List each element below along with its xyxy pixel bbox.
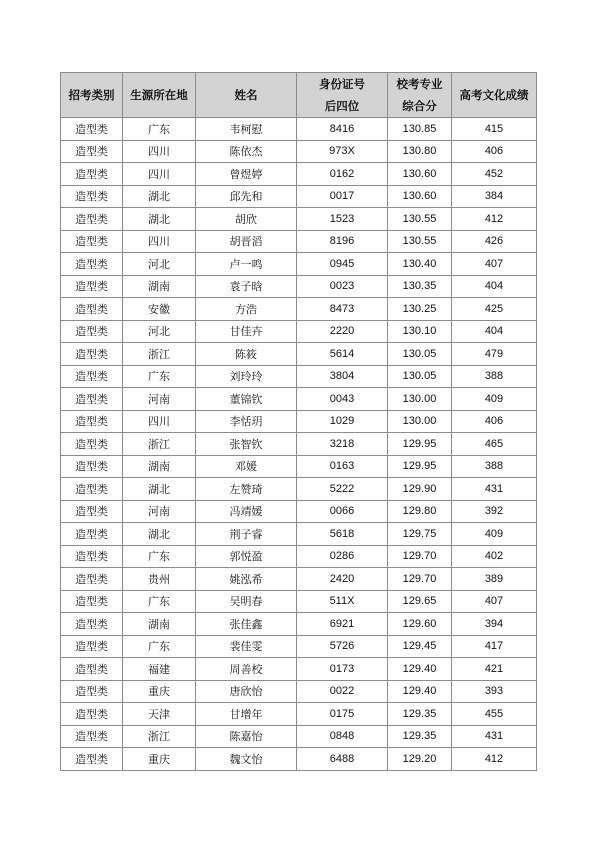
cell-gaokao: 393	[452, 680, 537, 703]
table-row	[61, 298, 537, 321]
table-row	[61, 725, 537, 748]
table-row	[61, 230, 537, 253]
cell-origin: 天津	[123, 703, 196, 726]
cell-major-score: 130.10	[388, 320, 452, 343]
cell-name: 邱先和	[196, 185, 297, 208]
cell-id-last4: 0173	[297, 658, 388, 681]
cell-id-last4: 0163	[297, 455, 388, 478]
table-row	[61, 275, 537, 298]
table-row	[61, 568, 537, 591]
cell-category: 造型类	[61, 298, 123, 321]
cell-origin: 河北	[123, 253, 196, 276]
cell-category: 造型类	[61, 500, 123, 523]
cell-origin: 重庆	[123, 680, 196, 703]
cell-major-score: 129.70	[388, 545, 452, 568]
table-row	[61, 658, 537, 681]
cell-major-score: 129.35	[388, 703, 452, 726]
cell-category: 造型类	[61, 590, 123, 613]
cell-origin: 重庆	[123, 748, 196, 771]
cell-category: 造型类	[61, 478, 123, 501]
cell-gaokao: 409	[452, 523, 537, 546]
cell-id-last4: 0286	[297, 545, 388, 568]
cell-name: 袁子晗	[196, 275, 297, 298]
cell-id-last4: 8416	[297, 118, 388, 141]
header-gaokao: 高考文化成绩	[452, 73, 537, 118]
table-row	[61, 118, 537, 141]
cell-name: 吴明春	[196, 590, 297, 613]
table-row	[61, 365, 537, 388]
cell-major-score: 129.70	[388, 568, 452, 591]
cell-category: 造型类	[61, 365, 123, 388]
header-row	[61, 73, 537, 118]
cell-gaokao: 465	[452, 433, 537, 456]
cell-category: 造型类	[61, 253, 123, 276]
cell-major-score: 130.25	[388, 298, 452, 321]
header-name: 姓名	[196, 73, 297, 118]
cell-name: 左赞琦	[196, 478, 297, 501]
cell-origin: 浙江	[123, 343, 196, 366]
cell-major-score: 129.95	[388, 433, 452, 456]
cell-major-score: 130.05	[388, 343, 452, 366]
cell-name: 陈筱	[196, 343, 297, 366]
table-row	[61, 343, 537, 366]
cell-name: 裴佳雯	[196, 635, 297, 658]
cell-origin: 河南	[123, 388, 196, 411]
cell-origin: 湖南	[123, 275, 196, 298]
admission-score-table	[60, 72, 537, 771]
cell-name: 荆子睿	[196, 523, 297, 546]
header-major-score-line2: 综合分	[402, 99, 437, 113]
cell-category: 造型类	[61, 410, 123, 433]
cell-gaokao: 455	[452, 703, 537, 726]
cell-category: 造型类	[61, 433, 123, 456]
cell-gaokao: 402	[452, 545, 537, 568]
cell-origin: 四川	[123, 230, 196, 253]
header-major-score	[388, 73, 452, 118]
cell-major-score: 130.80	[388, 140, 452, 163]
cell-id-last4: 8473	[297, 298, 388, 321]
cell-name: 甘增年	[196, 703, 297, 726]
cell-gaokao: 394	[452, 613, 537, 636]
cell-id-last4: 2220	[297, 320, 388, 343]
cell-origin: 湖北	[123, 523, 196, 546]
cell-gaokao: 388	[452, 455, 537, 478]
table-row	[61, 523, 537, 546]
table-row	[61, 545, 537, 568]
header-category: 招考类别	[61, 73, 123, 118]
cell-name: 郭悦盈	[196, 545, 297, 568]
cell-origin: 四川	[123, 140, 196, 163]
cell-gaokao: 406	[452, 140, 537, 163]
table-row	[61, 455, 537, 478]
cell-category: 造型类	[61, 545, 123, 568]
table-row	[61, 635, 537, 658]
cell-name: 李恬玥	[196, 410, 297, 433]
cell-major-score: 130.85	[388, 118, 452, 141]
cell-major-score: 130.00	[388, 410, 452, 433]
header-id-last4-line1: 身份证号	[319, 77, 365, 91]
cell-name: 张佳鑫	[196, 613, 297, 636]
cell-id-last4: 5618	[297, 523, 388, 546]
table-row	[61, 478, 537, 501]
table-row	[61, 613, 537, 636]
cell-name: 魏文怡	[196, 748, 297, 771]
cell-origin: 贵州	[123, 568, 196, 591]
cell-category: 造型类	[61, 613, 123, 636]
cell-gaokao: 409	[452, 388, 537, 411]
table-header	[61, 73, 537, 118]
cell-gaokao: 479	[452, 343, 537, 366]
table-row	[61, 253, 537, 276]
cell-name: 刘玲玲	[196, 365, 297, 388]
cell-major-score: 129.45	[388, 635, 452, 658]
cell-id-last4: 0162	[297, 163, 388, 186]
cell-gaokao: 384	[452, 185, 537, 208]
cell-id-last4: 1029	[297, 410, 388, 433]
table-row	[61, 140, 537, 163]
cell-major-score: 129.40	[388, 658, 452, 681]
table-row	[61, 410, 537, 433]
cell-major-score: 130.35	[388, 275, 452, 298]
cell-gaokao: 415	[452, 118, 537, 141]
cell-category: 造型类	[61, 320, 123, 343]
cell-gaokao: 388	[452, 365, 537, 388]
cell-gaokao: 431	[452, 725, 537, 748]
cell-major-score: 130.60	[388, 185, 452, 208]
cell-major-score: 129.90	[388, 478, 452, 501]
cell-id-last4: 1523	[297, 208, 388, 231]
table-row	[61, 208, 537, 231]
cell-gaokao: 389	[452, 568, 537, 591]
cell-id-last4: 5614	[297, 343, 388, 366]
cell-gaokao: 404	[452, 320, 537, 343]
cell-origin: 浙江	[123, 725, 196, 748]
cell-category: 造型类	[61, 140, 123, 163]
cell-name: 陈依杰	[196, 140, 297, 163]
cell-origin: 广东	[123, 635, 196, 658]
cell-id-last4: 5726	[297, 635, 388, 658]
cell-major-score: 129.60	[388, 613, 452, 636]
cell-major-score: 130.55	[388, 230, 452, 253]
table-row	[61, 590, 537, 613]
cell-id-last4: 3218	[297, 433, 388, 456]
cell-category: 造型类	[61, 230, 123, 253]
cell-category: 造型类	[61, 118, 123, 141]
cell-category: 造型类	[61, 388, 123, 411]
cell-major-score: 130.00	[388, 388, 452, 411]
cell-origin: 湖北	[123, 478, 196, 501]
cell-name: 卢一鸣	[196, 253, 297, 276]
header-major-score-line1: 校考专业	[396, 77, 443, 91]
table-body	[61, 118, 537, 771]
cell-id-last4: 511X	[297, 590, 388, 613]
cell-gaokao: 412	[452, 208, 537, 231]
cell-name: 邓媛	[196, 455, 297, 478]
cell-id-last4: 6921	[297, 613, 388, 636]
cell-origin: 湖南	[123, 613, 196, 636]
cell-name: 张智钦	[196, 433, 297, 456]
table-row	[61, 433, 537, 456]
cell-id-last4: 973X	[297, 140, 388, 163]
cell-origin: 四川	[123, 410, 196, 433]
cell-gaokao: 407	[452, 253, 537, 276]
table-row	[61, 680, 537, 703]
header-id-last4-line2: 后四位	[324, 99, 360, 113]
cell-gaokao: 412	[452, 748, 537, 771]
cell-name: 周善校	[196, 658, 297, 681]
table-row	[61, 163, 537, 186]
cell-origin: 广东	[123, 118, 196, 141]
cell-origin: 广东	[123, 365, 196, 388]
cell-id-last4: 0175	[297, 703, 388, 726]
cell-origin: 湖北	[123, 208, 196, 231]
cell-major-score: 129.35	[388, 725, 452, 748]
cell-gaokao: 425	[452, 298, 537, 321]
cell-gaokao: 421	[452, 658, 537, 681]
cell-major-score: 129.95	[388, 455, 452, 478]
cell-name: 方浩	[196, 298, 297, 321]
cell-origin: 湖南	[123, 455, 196, 478]
cell-id-last4: 0023	[297, 275, 388, 298]
cell-id-last4: 8196	[297, 230, 388, 253]
cell-id-last4: 5222	[297, 478, 388, 501]
cell-id-last4: 0017	[297, 185, 388, 208]
table-row	[61, 748, 537, 771]
cell-category: 造型类	[61, 658, 123, 681]
cell-category: 造型类	[61, 185, 123, 208]
cell-name: 韦柯慰	[196, 118, 297, 141]
cell-gaokao: 426	[452, 230, 537, 253]
cell-name: 曾煜婷	[196, 163, 297, 186]
cell-id-last4: 2420	[297, 568, 388, 591]
cell-name: 胡晋滔	[196, 230, 297, 253]
cell-category: 造型类	[61, 523, 123, 546]
cell-id-last4: 0022	[297, 680, 388, 703]
cell-major-score: 130.40	[388, 253, 452, 276]
cell-gaokao: 452	[452, 163, 537, 186]
cell-category: 造型类	[61, 703, 123, 726]
cell-id-last4: 0945	[297, 253, 388, 276]
cell-category: 造型类	[61, 748, 123, 771]
cell-name: 姚泓希	[196, 568, 297, 591]
cell-gaokao: 406	[452, 410, 537, 433]
cell-category: 造型类	[61, 208, 123, 231]
cell-gaokao: 404	[452, 275, 537, 298]
cell-major-score: 130.05	[388, 365, 452, 388]
cell-major-score: 129.75	[388, 523, 452, 546]
table-row	[61, 703, 537, 726]
cell-major-score: 129.40	[388, 680, 452, 703]
cell-category: 造型类	[61, 635, 123, 658]
header-id-last4	[297, 73, 388, 118]
cell-category: 造型类	[61, 455, 123, 478]
cell-name: 甘佳卉	[196, 320, 297, 343]
cell-gaokao: 417	[452, 635, 537, 658]
cell-origin: 四川	[123, 163, 196, 186]
cell-origin: 河南	[123, 500, 196, 523]
cell-name: 冯靖媛	[196, 500, 297, 523]
table-row	[61, 388, 537, 411]
cell-id-last4: 0848	[297, 725, 388, 748]
cell-gaokao: 392	[452, 500, 537, 523]
cell-origin: 河北	[123, 320, 196, 343]
cell-category: 造型类	[61, 725, 123, 748]
cell-major-score: 130.60	[388, 163, 452, 186]
cell-category: 造型类	[61, 343, 123, 366]
cell-category: 造型类	[61, 275, 123, 298]
header-origin: 生源所在地	[123, 73, 196, 118]
cell-id-last4: 3804	[297, 365, 388, 388]
cell-name: 陈嘉怡	[196, 725, 297, 748]
cell-category: 造型类	[61, 163, 123, 186]
cell-category: 造型类	[61, 680, 123, 703]
cell-origin: 浙江	[123, 433, 196, 456]
cell-origin: 广东	[123, 545, 196, 568]
cell-name: 胡欣	[196, 208, 297, 231]
cell-origin: 广东	[123, 590, 196, 613]
table-row	[61, 320, 537, 343]
cell-id-last4: 6488	[297, 748, 388, 771]
cell-gaokao: 431	[452, 478, 537, 501]
cell-gaokao: 407	[452, 590, 537, 613]
cell-name: 唐欣怡	[196, 680, 297, 703]
cell-major-score: 129.65	[388, 590, 452, 613]
cell-origin: 安徽	[123, 298, 196, 321]
table-row	[61, 185, 537, 208]
cell-major-score: 130.55	[388, 208, 452, 231]
cell-major-score: 129.80	[388, 500, 452, 523]
cell-id-last4: 0043	[297, 388, 388, 411]
cell-origin: 湖北	[123, 185, 196, 208]
cell-name: 董锦钦	[196, 388, 297, 411]
table-row	[61, 500, 537, 523]
cell-id-last4: 0066	[297, 500, 388, 523]
cell-major-score: 129.20	[388, 748, 452, 771]
cell-origin: 福建	[123, 658, 196, 681]
cell-category: 造型类	[61, 568, 123, 591]
